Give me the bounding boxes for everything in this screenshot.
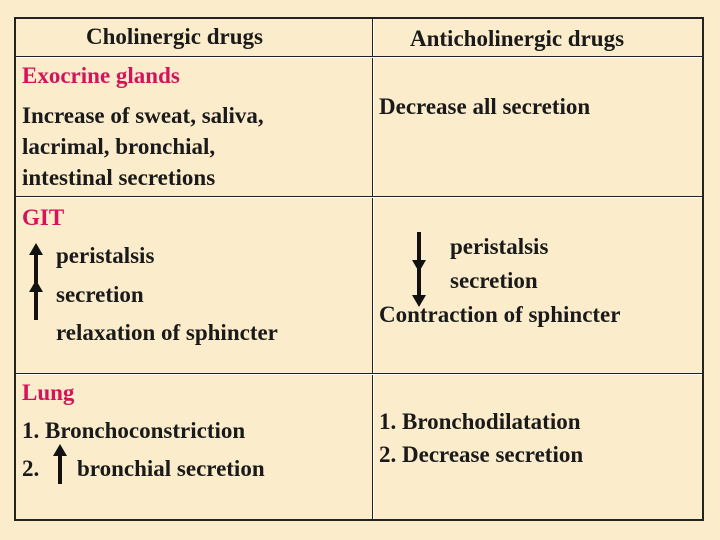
header-cholinergic: Cholinergic drugs bbox=[86, 24, 263, 49]
exocrine-left-line-2: lacrimal, bronchial, bbox=[22, 134, 216, 159]
lung-left-line-2: bronchial secretion bbox=[77, 456, 265, 481]
exocrine-row-divider bbox=[16, 196, 702, 197]
up-arrow-icon bbox=[28, 243, 44, 283]
exocrine-left-line-1: Increase of sweat, saliva, bbox=[22, 103, 264, 128]
column-divider bbox=[372, 19, 373, 519]
git-left-item-3: relaxation of sphincter bbox=[56, 320, 278, 345]
down-arrow-icon bbox=[411, 232, 427, 272]
lung-heading: Lung bbox=[22, 380, 75, 405]
git-right-item-2: secretion bbox=[450, 268, 538, 293]
lung-left-line-1: 1. Bronchoconstriction bbox=[22, 418, 246, 443]
up-arrow-icon bbox=[28, 280, 44, 320]
git-heading: GIT bbox=[22, 205, 65, 230]
header-anticholinergic: Anticholinergic drugs bbox=[410, 26, 625, 51]
git-row-divider bbox=[16, 373, 702, 374]
exocrine-left-line-3: intestinal secretions bbox=[22, 165, 216, 190]
down-arrow-icon bbox=[411, 267, 427, 307]
header-row-divider bbox=[16, 56, 702, 57]
exocrine-heading: Exocrine glands bbox=[22, 63, 180, 88]
lung-left-number-2: 2. bbox=[22, 456, 40, 481]
git-left-item-2: secretion bbox=[56, 282, 144, 307]
git-left-item-1: peristalsis bbox=[56, 243, 155, 268]
lung-right-line-1: 1. Bronchodilatation bbox=[379, 409, 581, 434]
lung-right-line-2: 2. Decrease secretion bbox=[379, 442, 584, 467]
git-right-item-3: Contraction of sphincter bbox=[379, 302, 621, 327]
comparison-table bbox=[14, 17, 704, 521]
exocrine-right: Decrease all secretion bbox=[379, 94, 591, 119]
git-right-item-1: peristalsis bbox=[450, 234, 549, 259]
up-arrow-icon bbox=[52, 444, 68, 484]
